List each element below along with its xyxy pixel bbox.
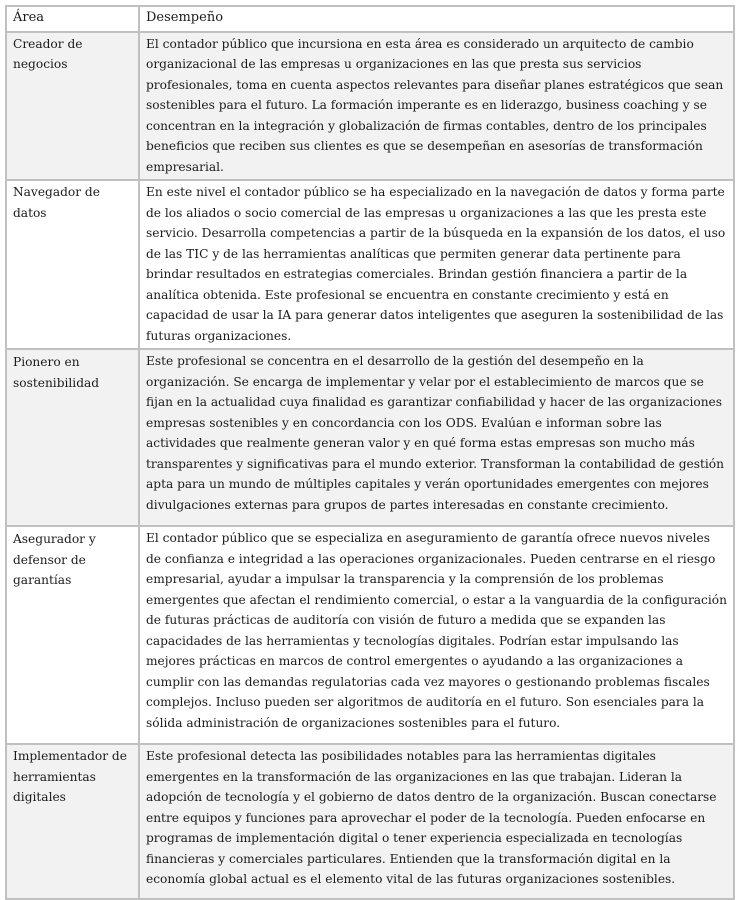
row-description: El contador público que se especializa en aseguramiento de garantía ofrece nuevos niveles de confianza e integridad a las operaciones organizacionales. Pueden centrarse en el riesgo empresarial, ayudar a impulsar la transparencia y la comprensión de los problemas emergentes que afectan el rendimiento comercial, o estar a la vanguardia de la configuración de futuras prácticas de auditoría con visión de futuro a medida que se expanden las capacidades de las herramientas y tecnologías digitales. Podrían estar impulsando las mejores prácticas en marcos de control emergentes o ayudando a las organizaciones a cumplir con las demandas regulatorias cada vez mayores o gestionando problemas fiscales complejos. Incluso pueden ser algoritmos de auditoría en el futuro. Son esenciales para la sólida administración de organizaciones sostenibles para el futuro. xyxy=(139,526,734,744)
row-area-label: Implementador de herramientas digitales xyxy=(6,744,139,899)
table-row xyxy=(6,526,734,744)
row-area-label: Asegurador y defensor de garantías xyxy=(6,526,139,744)
row-description: Este profesional detecta las posibilidades notables para las herramientas digitales emergentes en la transformación de las organizaciones en las que trabajan. Lideran la adopción de tecnología y el gobierno de datos dentro de la organización. Buscan conectarse entre equipos y funciones para aprovechar el poder de la tecnología. Pueden enfocarse en programas de implementación digital o tener experiencia especializada en tecnologías financieras y comerciales particulares. Entienden que la transformación digital en la economía global actual es el elemento vital de las futuras organizaciones sostenibles. xyxy=(139,744,734,899)
row-description: El contador público que incursiona en esta área es considerado un arquitecto de cambio organizacional de las empresas u organizaciones en las que presta sus servicios profesionales, toma en cuenta aspectos relevantes para diseñar planes estratégicos que sean sostenibles para el futuro. La formación imperante es en liderazgo, business coaching y se concentran en la integración y globalización de firmas contables, dentro de los principales beneficios que reciben sus clientes es que se desempeñan en asesorías de transformación empresarial. xyxy=(139,32,734,181)
table-row xyxy=(6,349,734,526)
table-row xyxy=(6,744,734,899)
header-performance: Desempeño xyxy=(139,6,734,32)
table-header-row xyxy=(6,6,734,32)
row-area-label: Navegador de datos xyxy=(6,180,139,349)
row-description: Este profesional se concentra en el desarrollo de la gestión del desempeño en la organización. Se encarga de implementar y velar por el establecimiento de marcos que se fijan en la actualidad cuya finalidad es garantizar confiabilidad y hacer de las organizaciones empresas sostenibles y en concordancia con los ODS. Evalúan e informan sobre las actividades que realmente generan valor y en qué forma estas empresas son mucho más transparentes y significativas para el mundo exterior. Transforman la contabilidad de gestión apta para un mundo de múltiples capitales y verán oportunidades emergentes con mejores divulgaciones externas para grupos de partes interesadas en constante crecimiento. xyxy=(139,349,734,526)
row-area-label: Pionero en sostenibilidad xyxy=(6,349,139,526)
accountant-roles-table xyxy=(5,5,735,900)
row-area-label: Creador de negocios xyxy=(6,32,139,181)
row-description: En este nivel el contador público se ha especializado en la navegación de datos y forma parte de los aliados o socio comercial de las empresas u organizaciones a las que les presta este servicio. Desarrolla competencias a partir de la búsqueda en la expansión de los datos, el uso de las TIC y de las herramientas analíticas que permiten generar data pertinente para brindar resultados en estrategias comerciales. Brindan gestión financiera a partir de la analítica obtenida. Este profesional se encuentra en constante crecimiento y está en capacidad de usar la IA para generar datos inteligentes que aseguren la sostenibilidad de las futuras organizaciones. xyxy=(139,180,734,349)
table-row xyxy=(6,32,734,181)
table-row xyxy=(6,180,734,349)
header-area: Área xyxy=(6,6,139,32)
